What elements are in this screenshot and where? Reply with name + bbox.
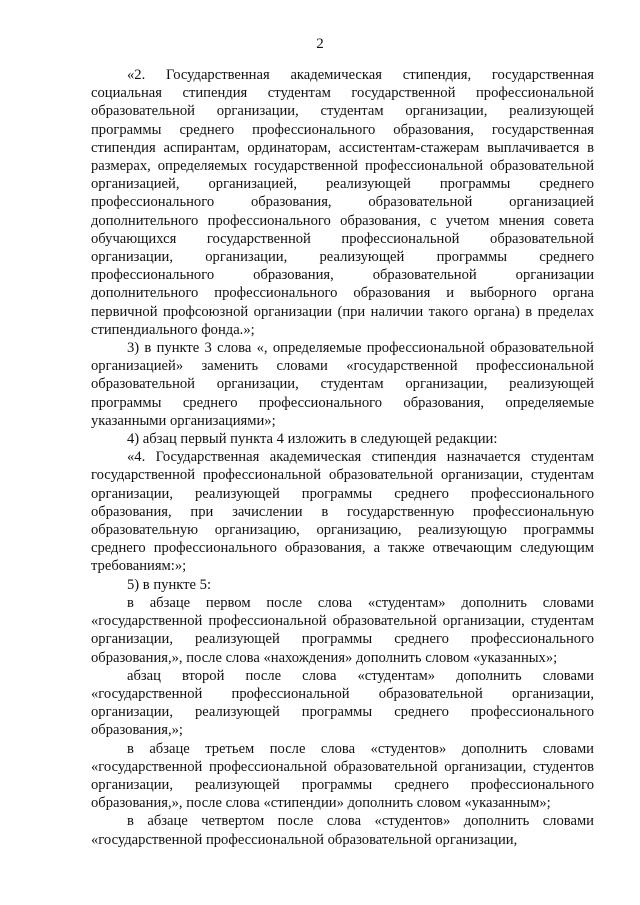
paragraph-item-5-first: в абзаце первом после слова «студентам» дополнить словами «государственной профессиональной образовательной организации, студентам организации, реализующей программы среднего профессионального образования,», после слова «нахождения» дополнить словом «указанных»; [91,594,594,666]
paragraph-amendment-2: «2. Государственная академическая стипендия, государственная социальная стипендия студентам государственной профессиональной образовательной организации, студентам организации, реализующей программы среднего профессионального образования, государственная стипендия аспирантам, ординаторам, ассистентам-стажерам выплачивается в размерах, определяемых государственной профессиональной образовательной организацией, организацией, реализующей программы среднего профессионального образования, образовательной организацией дополнительного профессионального образования, с учетом мнения совета обучающихся государственной профессиональной образовательной организации, организации, реализующей программы среднего профессионального образования, образовательной организации дополнительного профессионального образования и выборного органа первичной профсоюзной организации (при наличии такого органа) в пределах стипендиального фонда.»; [91,67,594,338]
paragraph-item-5: 5) в пункте 5: [127,576,212,593]
paragraph-amendment-4: «4. Государственная академическая стипендия назначается студентам государственной профессиональной образовательной организации, студентам организации, реализующей программы среднего профессионального образования, при зачислении в государственную профессиональную образовательную организацию, организацию, реализующую программы среднего профессионального образования, а также отвечающим следующим требованиям:»; [91,449,594,575]
paragraph-item-4: 4) абзац первый пункта 4 изложить в следующей редакции: [127,431,498,448]
paragraph-item-5-third: в абзаце третьем после слова «студентов» дополнить словами «государственной профессиональной образовательной организации, студентов организации, реализующей программы среднего профессионального образования,», после слова «стипендии» дополнить словом «указанным»; [91,740,594,812]
page-number: 2 [316,36,324,52]
paragraph-item-5-fourth: в абзаце четвертом после слова «студентов» дополнить словами «государственной профессиональной образовательной организации, [91,813,594,848]
document-body [91,66,594,849]
paragraph-item-5-second: абзац второй после слова «студентам» дополнить словами «государственной профессиональной образовательной организации, организации, реализующей программы среднего профессионального образования,»; [91,667,594,739]
paragraph-item-3: 3) в пункте 3 слова «, определяемые профессиональной образовательной организацией» заменить словами «государственной профессиональной образовательной организации, студентам организации, реализующей программы среднего профессионального образования, определяемые указанными организациями»; [91,340,594,429]
